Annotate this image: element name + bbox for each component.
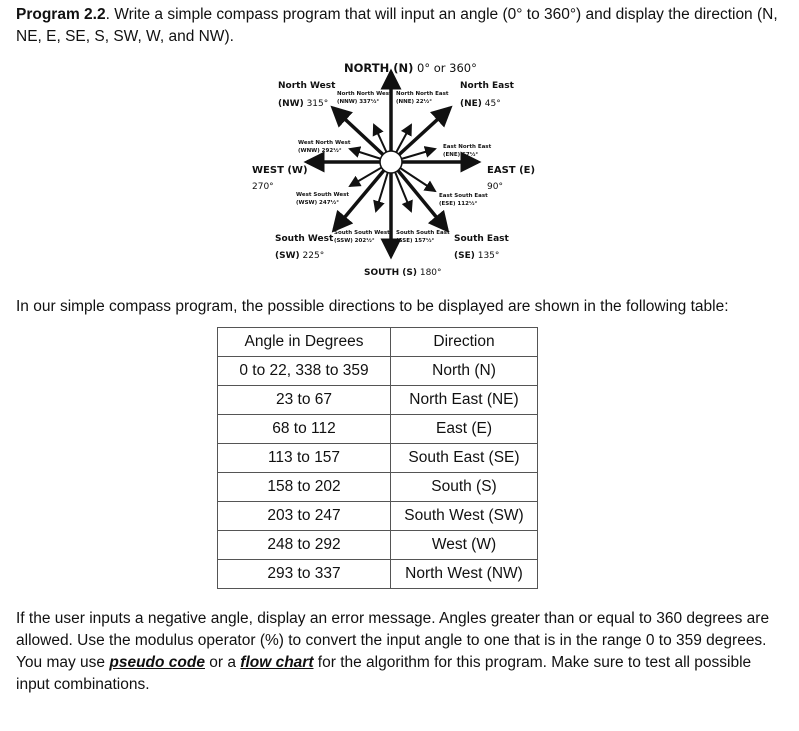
direction-cell: North West (NW) xyxy=(391,560,538,589)
angle-cell: 68 to 112 xyxy=(218,415,391,444)
label-ssw: South South West (SSW) 202½° xyxy=(334,230,390,244)
label-nne: North North East (NNE) 22½° xyxy=(396,91,449,105)
direction-cell: North (N) xyxy=(391,357,538,386)
table-row xyxy=(218,473,538,502)
pseudo-code-link[interactable]: pseudo code xyxy=(109,654,205,671)
label-west-degrees: 270° xyxy=(252,182,274,192)
table-row xyxy=(218,415,538,444)
label-ne-degrees: (NE) 45° xyxy=(460,99,501,109)
label-south-west: South West xyxy=(275,234,334,244)
header-direction: Direction xyxy=(391,328,538,357)
table-row xyxy=(218,502,538,531)
table-row xyxy=(218,444,538,473)
label-sw-degrees: (SW) 225° xyxy=(275,251,325,261)
compass-diagram xyxy=(0,0,799,300)
label-south-east: South East xyxy=(454,234,509,244)
label-nw-degrees: (NW) 315° xyxy=(278,99,329,109)
table-header-row xyxy=(218,328,538,357)
label-north-west: North West xyxy=(278,81,336,91)
angle-cell: 203 to 247 xyxy=(218,502,391,531)
label-north: NORTH (N) 0° or 360° xyxy=(344,61,477,75)
label-wnw: West North West (WNW) 292½° xyxy=(298,140,351,154)
direction-cell: East (E) xyxy=(391,415,538,444)
label-east: EAST (E) xyxy=(487,165,536,176)
angle-cell: 23 to 67 xyxy=(218,386,391,415)
label-ene: East North East (ENE) 67½° xyxy=(443,144,492,158)
direction-cell: South West (SW) xyxy=(391,502,538,531)
header-angle: Angle in Degrees xyxy=(218,328,391,357)
angle-cell: 293 to 337 xyxy=(218,560,391,589)
label-west: WEST (W) xyxy=(252,165,308,176)
direction-cell: South (S) xyxy=(391,473,538,502)
label-north-east: North East xyxy=(460,81,514,91)
flow-chart-link[interactable]: flow chart xyxy=(240,654,314,671)
direction-table xyxy=(217,327,538,589)
angle-cell: 158 to 202 xyxy=(218,473,391,502)
intro-paragraph: In our simple compass program, the possible directions to be displayed are shown in the following table: xyxy=(16,298,729,315)
angle-cell: 113 to 157 xyxy=(218,444,391,473)
angle-cell: 248 to 292 xyxy=(218,531,391,560)
label-south: SOUTH (S) 180° xyxy=(364,268,442,278)
table-row xyxy=(218,386,538,415)
instructions-paragraph: If the user inputs a negative angle, display an error message. Angles greater than or equal to 360 degrees are allowed. Use the modulus operator (%) to convert the input angle to one that is in the range 0 to 359 degrees. You may use pseudo code or a flow chart for the algorithm for this program. Make sure to test all possible input combinations. xyxy=(16,610,770,693)
direction-cell: North East (NE) xyxy=(391,386,538,415)
label-se-degrees: (SE) 135° xyxy=(454,251,500,261)
table-row xyxy=(218,357,538,386)
program-description: . Write a simple compass program that will input an angle (0° to 360°) and display the direction (N, NE, E, SE, S, SW, W, and NW). xyxy=(16,6,778,45)
direction-cell: West (W) xyxy=(391,531,538,560)
compass-center xyxy=(380,151,402,173)
label-east-degrees: 90° xyxy=(487,182,503,192)
direction-cell: South East (SE) xyxy=(391,444,538,473)
program-label: Program 2.2 xyxy=(16,6,106,23)
angle-cell: 0 to 22, 338 to 359 xyxy=(218,357,391,386)
label-sse: South South East (SSE) 157½° xyxy=(396,230,450,244)
label-ese: East South East (ESE) 112½° xyxy=(439,193,488,207)
table-row xyxy=(218,560,538,589)
table-row xyxy=(218,531,538,560)
label-wsw: West South West (WSW) 247½° xyxy=(296,192,350,206)
label-nnw: North North West (NNW) 337½° xyxy=(337,91,392,105)
